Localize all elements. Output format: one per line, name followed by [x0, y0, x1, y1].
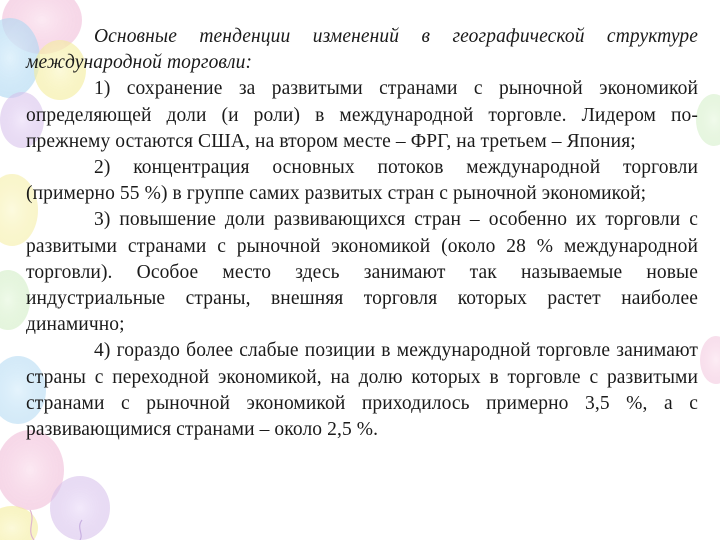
- balloon-cluster-bottom-left: [0, 430, 110, 540]
- slide-heading: Основные тенденции изменений в географической структуре международной торговли:: [26, 26, 698, 74]
- list-item: 1) сохранение за развитыми странами с рыночной экономикой определяющей доли (и роли) в международной торговле. Лидером по-прежнему остаются США, на втором месте – ФРГ, на третьем – Япония;: [26, 78, 698, 152]
- balloon-cluster-right: [696, 94, 720, 384]
- list-item: 2) концентрация основных потоков международной торговли (примерно 55 %) в группе самих развитых стран с рыночной экономикой;: [26, 157, 698, 205]
- list-item: 4) гораздо более слабые позиции в международной торговле занимают страны с переходной экономикой, на долю которых в торговле с развитыми странами с рыночной экономикой приходилось примерно 3,5 %, а с развивающимися странами – около 2,5 %.: [26, 340, 698, 441]
- list-item: 3) повышение доли развивающихся стран – особенно их торговли с развитыми странами с рыночной экономикой (около 28 % международной торговли). Особое место здесь занимают так называемые новые индустриальные страны, внешняя торговля которых растет наиболее динамично;: [26, 209, 698, 336]
- slide-body: [26, 24, 698, 443]
